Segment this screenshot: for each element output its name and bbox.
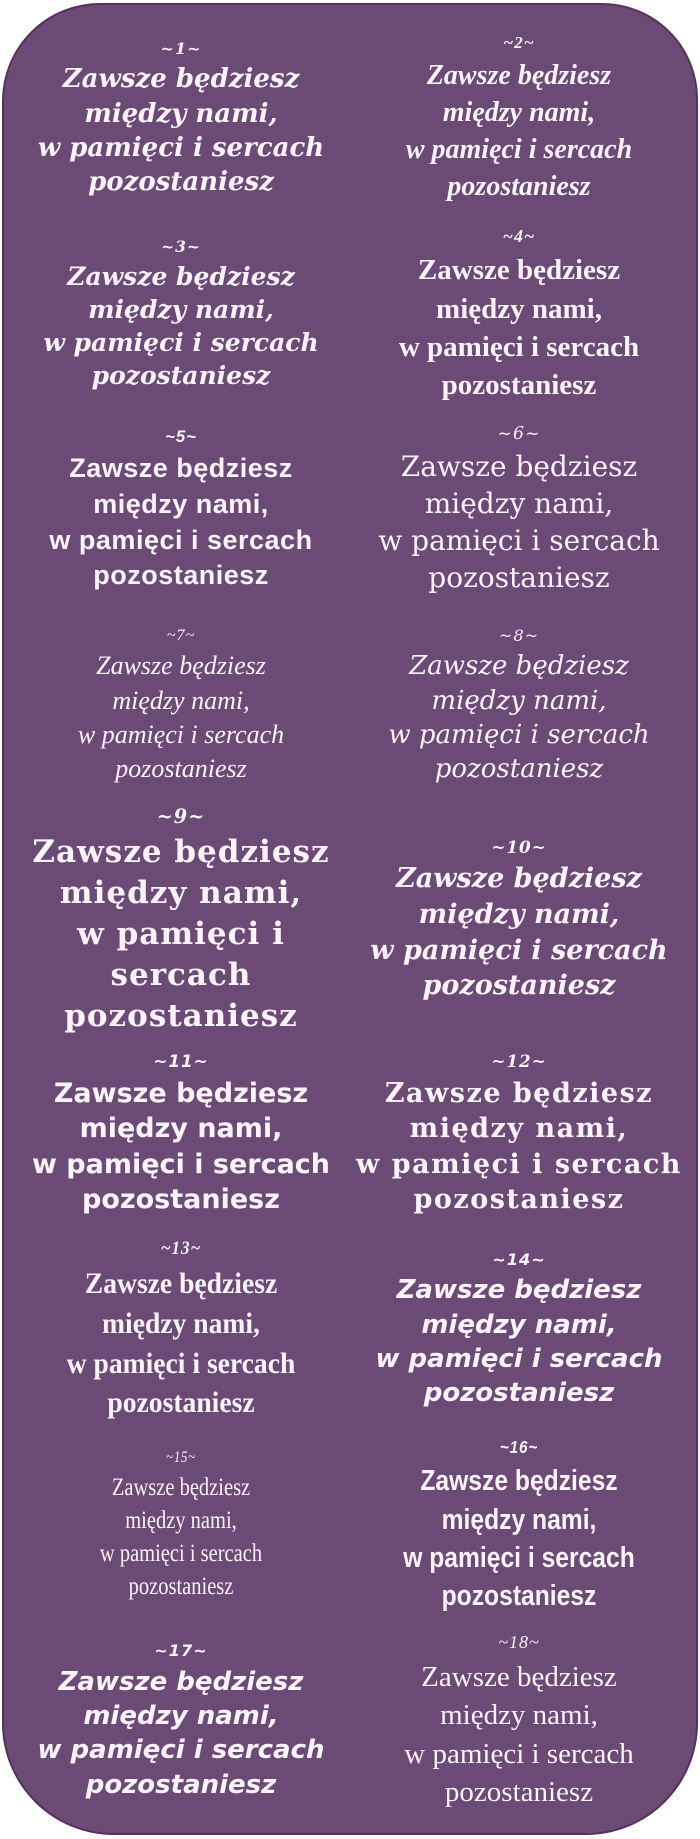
phrase-line-2: między nami, [59, 874, 303, 911]
sample-number: ~13~ [160, 1237, 202, 1259]
phrase-line-4: pozostaniesz [434, 754, 604, 785]
font-sample-block [350, 217, 688, 413]
phrase-line-3: w pamięci i sercach [378, 524, 660, 558]
phrase-line-4: pozostaniesz [82, 1184, 280, 1216]
sample-number: ~3~ [161, 236, 201, 256]
phrase-line-2: między nami, [79, 1113, 283, 1145]
sample-number: ~5~ [165, 427, 197, 447]
phrase-line-3: w pamięci i sercach [99, 1540, 263, 1568]
font-sample-block [12, 412, 350, 608]
font-sample-block [350, 412, 688, 608]
phrase-line-4: pozostaniesz [115, 754, 247, 784]
font-sample-block [42, 1428, 319, 1624]
phrase-line-4: pozostaniesz [422, 970, 616, 1002]
font-sample-block [350, 804, 688, 1037]
phrase-line-3: w pamięci i sercach [37, 132, 325, 163]
phrase-line-3: w pamięci i sercach [77, 915, 285, 993]
phrase-line-3: w pamięci i sercach [43, 328, 319, 358]
phrase-line-4: pozostaniesz [128, 1573, 234, 1601]
phrase-line-2: między nami, [125, 1507, 237, 1535]
sample-number: ~18~ [498, 1632, 540, 1653]
phrase-line-3: w pamięci i sercach [370, 934, 668, 966]
font-sample-block [350, 21, 688, 217]
phrase-line-4: pozostaniesz [441, 369, 597, 402]
font-sample-block [375, 1428, 662, 1624]
font-sample-block [12, 21, 350, 217]
phrase-line-2: między nami, [83, 1701, 279, 1731]
phrase-line-2: między nami, [441, 1503, 597, 1536]
font-sample-block [350, 1036, 688, 1232]
phrase-line-2: między nami, [409, 1113, 629, 1145]
phrase-line-3: w pamięci i sercach [404, 1737, 634, 1770]
phrase-line-2: między nami, [84, 98, 278, 129]
font-sample-block [12, 608, 350, 804]
sample-number: ~15~ [166, 1448, 196, 1466]
phrase-line-1: Zawsze będziesz [111, 1474, 251, 1502]
phrase-line-4: pozostaniesz [93, 560, 269, 591]
font-sample-block [26, 1232, 337, 1428]
phrase-line-4: pozostaniesz [85, 1769, 277, 1800]
phrase-line-1: Zawsze będziesz [426, 59, 612, 91]
phrase-line-4: pozostaniesz [413, 1184, 625, 1216]
phrase-line-4: pozostaniesz [107, 1386, 255, 1420]
phrase-line-2: między nami, [93, 489, 269, 519]
font-sample-block [350, 1232, 688, 1428]
phrase-line-2: między nami, [102, 1307, 260, 1341]
font-sample-block [12, 804, 350, 1037]
sample-number: ~7~ [166, 626, 196, 644]
phrase-line-2: między nami, [442, 96, 596, 128]
sample-number: ~8~ [498, 625, 540, 645]
phrase-line-1: Zawsze będziesz [67, 262, 295, 292]
phrase-line-2: między nami, [424, 487, 614, 521]
phrase-line-1: Zawsze będziesz [417, 254, 621, 287]
sample-number: ~10~ [491, 837, 547, 858]
phrase-line-4: pozostaniesz [64, 997, 298, 1034]
phrase-line-3: w pamięci i sercach [31, 1148, 331, 1180]
phrase-line-1: Zawsze będziesz [384, 1077, 654, 1109]
purple-rounded-panel [2, 3, 698, 1835]
phrase-line-2: między nami, [440, 1699, 598, 1732]
phrase-line-3: w pamięci i sercach [403, 1541, 635, 1574]
phrase-line-4: pozostaniesz [441, 1580, 597, 1613]
phrase-line-3: w pamięci i sercach [405, 133, 633, 165]
phrase-line-3: w pamięci i sercach [66, 1346, 296, 1380]
phrase-line-3: w pamięci i sercach [356, 1148, 682, 1180]
font-sample-block [12, 1036, 350, 1232]
phrase-line-3: w pamięci i sercach [388, 719, 650, 750]
phrase-line-3: w pamięci i sercach [37, 1735, 325, 1766]
phrase-line-1: Zawsze będziesz [420, 1465, 618, 1498]
sample-number: ~12~ [491, 1051, 547, 1072]
phrase-line-3: w pamięci i sercach [77, 719, 285, 749]
sample-number: ~1~ [160, 39, 202, 59]
phrase-line-2: między nami, [112, 685, 250, 715]
font-sample-block [350, 1623, 688, 1819]
sample-number: ~16~ [499, 1436, 539, 1457]
phrase-line-4: pozostaniesz [447, 170, 591, 202]
phrase-line-1: Zawsze będziesz [62, 64, 300, 95]
phrase-line-1: Zawsze będziesz [400, 450, 638, 484]
phrase-line-1: Zawsze będziesz [32, 833, 330, 870]
phrase-line-1: Zawsze będziesz [96, 651, 266, 681]
sample-number: ~11~ [153, 1051, 209, 1072]
sample-number: ~17~ [154, 1641, 208, 1661]
phrase-line-1: Zawsze będziesz [409, 651, 629, 682]
phrase-line-2: między nami, [421, 1309, 617, 1340]
phrase-line-1: Zawsze będziesz [58, 1666, 304, 1697]
font-sample-block [12, 217, 350, 413]
phrase-line-2: między nami, [431, 685, 607, 716]
phrase-line-4: pozostaniesz [88, 167, 274, 198]
sample-number: ~14~ [492, 1250, 546, 1270]
font-sample-block [12, 1623, 350, 1819]
phrase-line-3: w pamięci i sercach [49, 524, 313, 555]
phrase-line-1: Zawsze będziesz [421, 1661, 617, 1694]
phrase-line-2: między nami, [418, 898, 620, 930]
phrase-line-4: pozostaniesz [91, 361, 271, 391]
phrase-line-1: Zawsze będziesz [84, 1267, 278, 1301]
phrase-line-3: w pamięci i sercach [375, 1344, 663, 1375]
phrase-line-2: między nami, [88, 295, 274, 325]
phrase-line-2: między nami, [436, 292, 602, 325]
sample-number: ~4~ [502, 225, 536, 246]
sample-number: ~2~ [503, 32, 535, 52]
phrase-line-1: Zawsze będziesz [396, 863, 642, 895]
phrase-line-3: w pamięci i sercach [398, 330, 640, 363]
sample-number: ~6~ [497, 424, 541, 445]
phrase-line-4: pozostaniesz [428, 560, 610, 594]
phrase-line-4: pozostaniesz [423, 1378, 615, 1409]
phrase-line-1: Zawsze będziesz [53, 1077, 309, 1109]
phrase-line-1: Zawsze będziesz [396, 1275, 642, 1306]
sample-number: ~9~ [156, 804, 206, 828]
font-sample-block [350, 608, 688, 804]
phrase-line-1: Zawsze będziesz [69, 453, 293, 484]
phrase-line-4: pozostaniesz [444, 1775, 594, 1808]
